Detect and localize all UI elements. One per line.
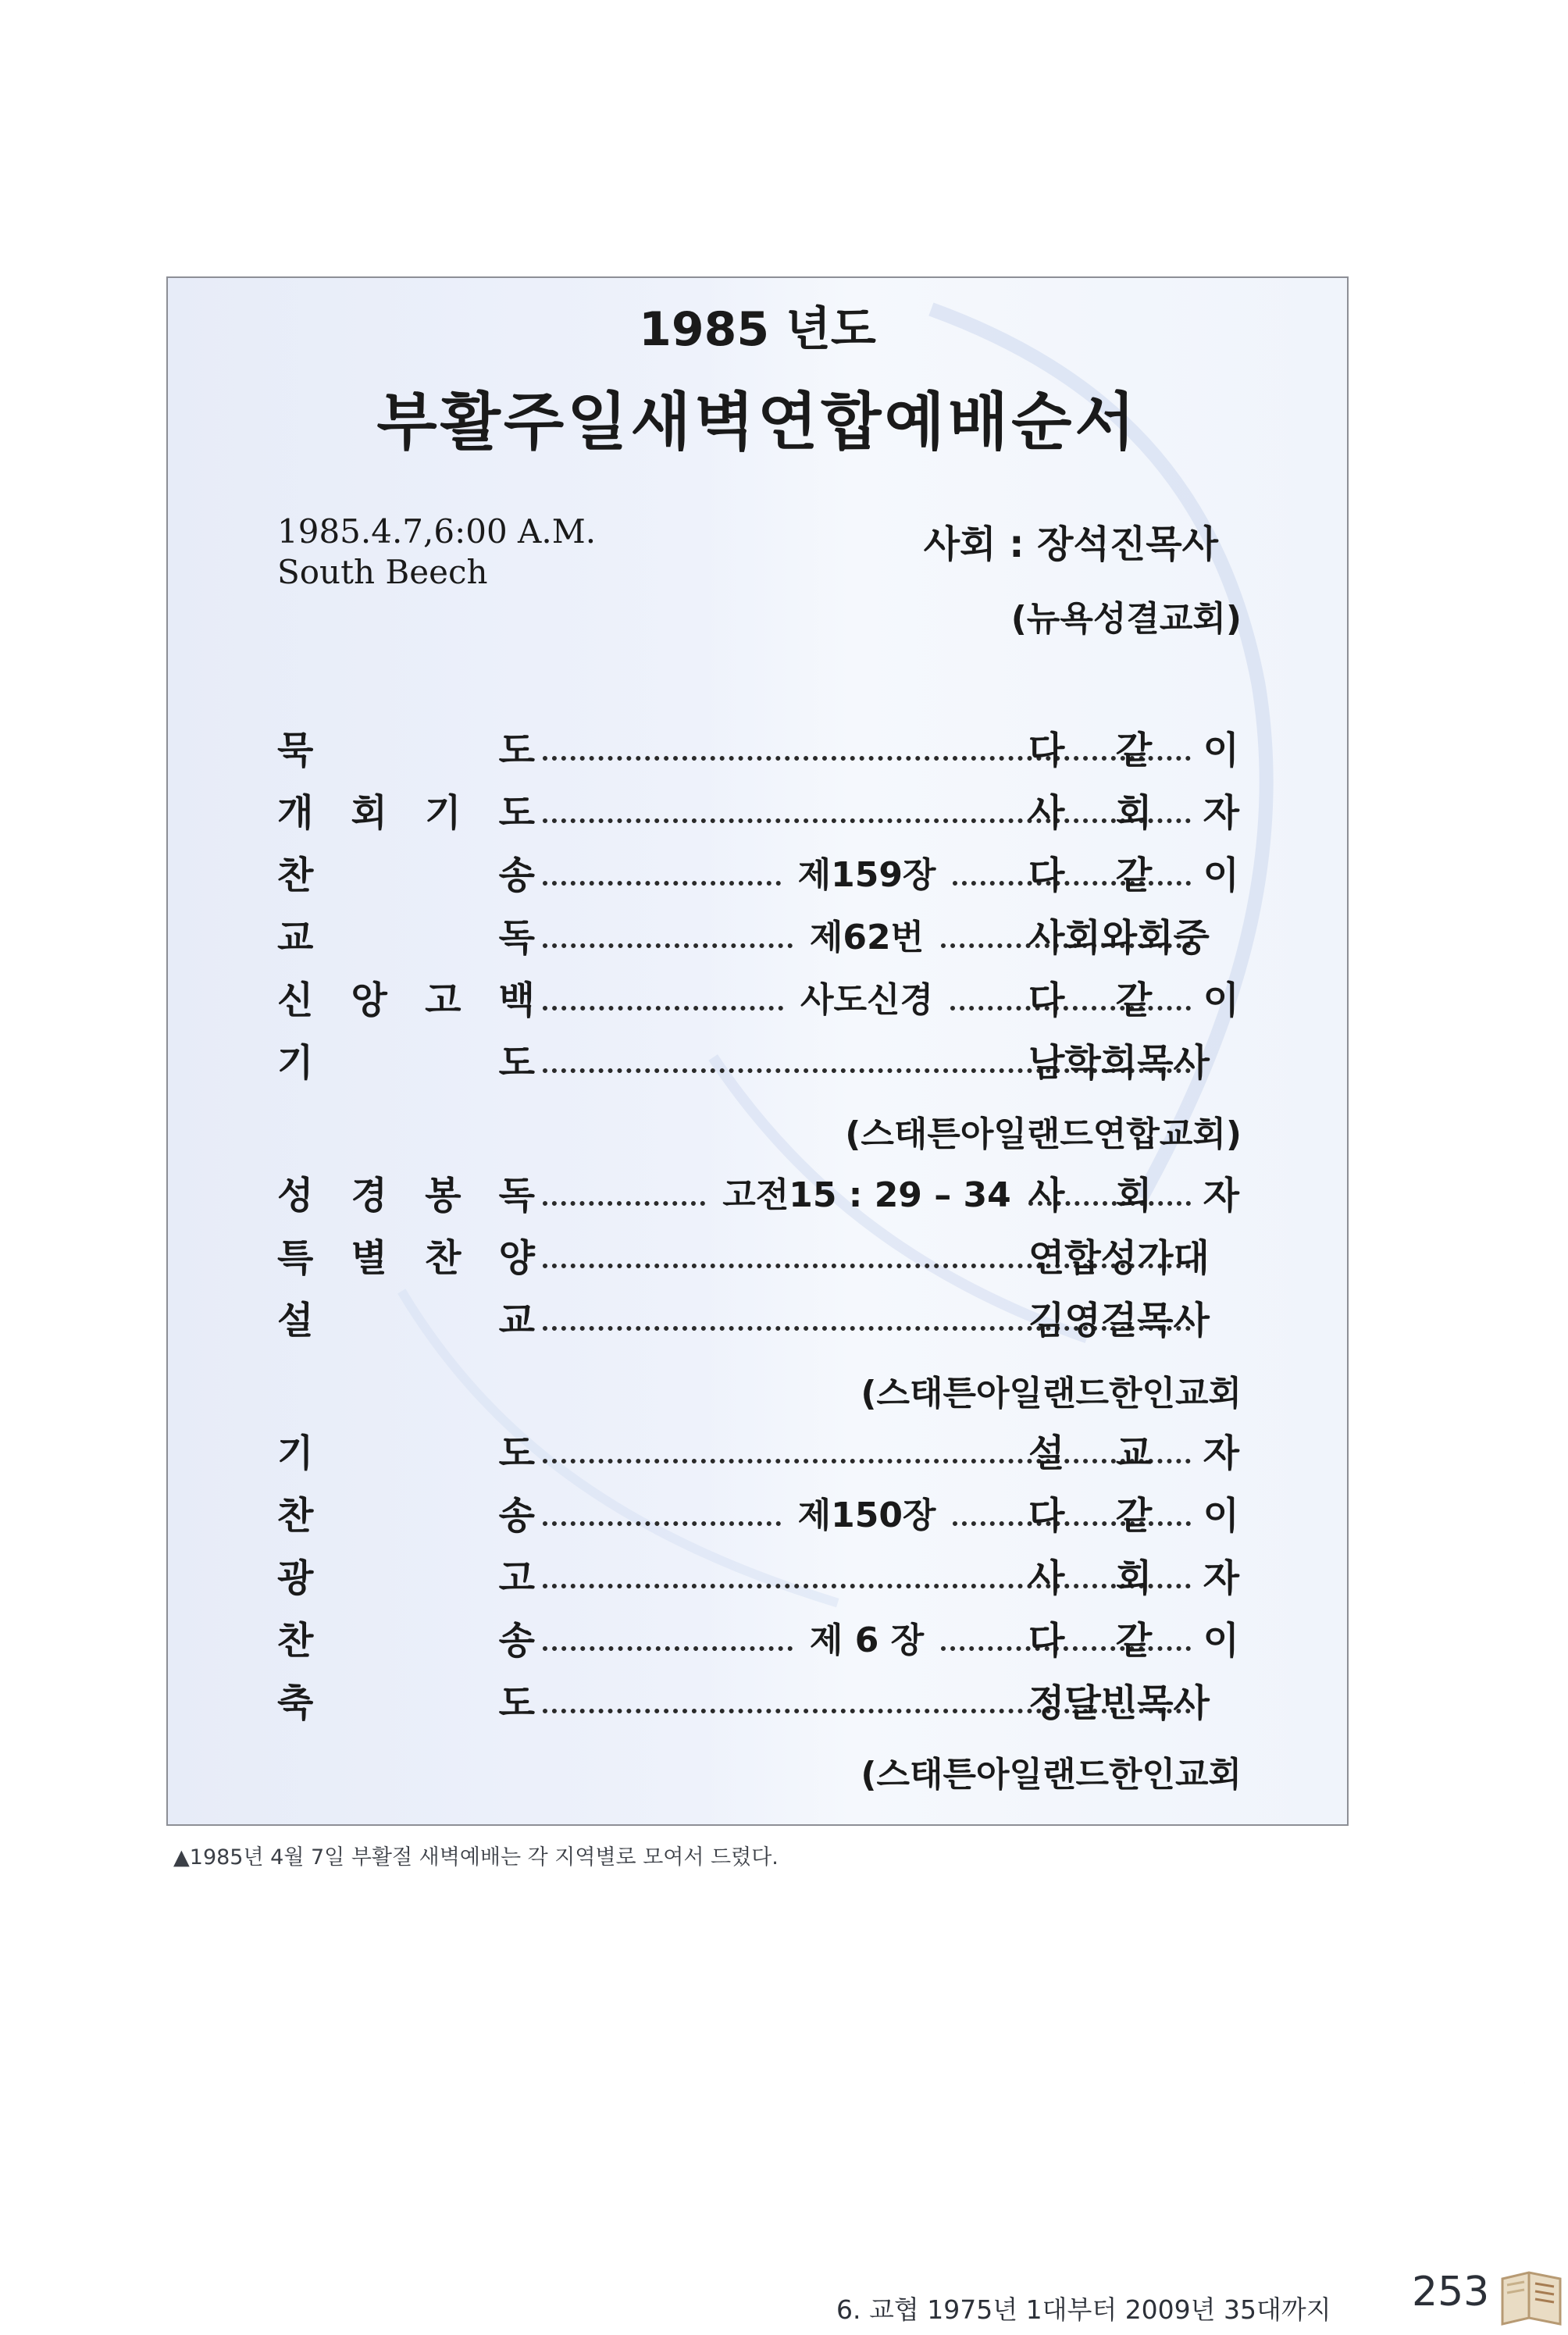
program-person-char: 회 — [1115, 791, 1153, 835]
program-item-char: 회 — [351, 791, 387, 835]
program-photo — [166, 276, 1349, 1826]
program-row — [168, 1613, 1347, 1668]
program-item-person — [1028, 848, 1239, 903]
host-line: 사회 : 장석진목사 — [923, 522, 1218, 566]
program-person-char: 이 — [1203, 1494, 1239, 1538]
program-person-char: 사회와회중 — [1028, 916, 1210, 960]
program-item-char: 도 — [498, 1431, 535, 1475]
program-item-name — [277, 1488, 535, 1543]
program-item-char: 송 — [498, 1494, 535, 1538]
program-row — [168, 1551, 1347, 1606]
program-item-person — [1028, 1231, 1239, 1285]
program-item-person — [1028, 1036, 1239, 1090]
program-item-name — [277, 1231, 535, 1285]
program-person-char: 회 — [1115, 1556, 1153, 1600]
program-item-detail: 제 6 장 — [809, 1620, 925, 1660]
program-row — [168, 973, 1347, 1028]
program-person-char: 설 — [1028, 1431, 1065, 1475]
program-item-name — [277, 1676, 535, 1731]
program-item-char: 백 — [498, 979, 535, 1022]
program-person-char: 사 — [1028, 1174, 1065, 1217]
program-item-char: 기 — [277, 1431, 314, 1475]
program-item-char: 기 — [277, 1041, 314, 1085]
program-person-char: 연합성가대 — [1028, 1236, 1210, 1280]
program-item-person — [1028, 1488, 1239, 1543]
program-row — [168, 911, 1347, 965]
program-item-char: 찬 — [425, 1236, 461, 1280]
program-item-name — [277, 1551, 535, 1606]
program-row — [168, 1293, 1347, 1348]
program-person-char: 자 — [1203, 1174, 1239, 1217]
book-icon — [1498, 2268, 1565, 2330]
program-person-char: 이 — [1203, 729, 1239, 772]
program-person-char: 이 — [1203, 979, 1239, 1022]
program-item-char: 찬 — [277, 854, 314, 897]
program-item-name — [277, 911, 535, 965]
program-person-char: 이 — [1203, 854, 1239, 897]
program-item-char: 별 — [351, 1236, 387, 1280]
program-item-char: 도 — [498, 791, 535, 835]
service-date: 1985.4.7,6:00 A.M. — [277, 512, 597, 551]
program-item-char: 개 — [277, 791, 314, 835]
program-item-char: 축 — [277, 1681, 314, 1725]
program-row — [168, 1488, 1347, 1543]
program-row — [168, 1426, 1347, 1481]
program-item-church: (스태튼아일랜드연합교회) — [845, 1114, 1242, 1154]
program-person-char: 같 — [1115, 979, 1153, 1022]
program-item-char: 고 — [425, 979, 461, 1022]
program-item-char: 독 — [498, 916, 535, 960]
program-item-person — [1028, 1426, 1239, 1481]
program-item-detail: 제62번 — [809, 918, 925, 957]
program-person-char: 이 — [1203, 1619, 1239, 1663]
program-item-person — [1028, 786, 1239, 840]
program-person-char: 다 — [1028, 729, 1065, 772]
photo-caption: ▲1985년 4월 7일 부활절 새벽예배는 각 지역별로 모여서 드렸다. — [173, 1845, 779, 1870]
program-item-detail: 제159장 — [797, 855, 936, 895]
program-item-person — [1028, 1168, 1239, 1223]
program-person-char: 같 — [1115, 854, 1153, 897]
program-item-detail: 고전15 : 29 – 34 — [722, 1175, 1011, 1215]
program-item-char: 경 — [351, 1174, 387, 1217]
program-row — [168, 1036, 1347, 1090]
program-item-char: 도 — [498, 1681, 535, 1725]
program-item-char: 송 — [498, 854, 535, 897]
program-item-char: 양 — [498, 1236, 535, 1280]
program-item-name — [277, 973, 535, 1028]
program-item-char: 송 — [498, 1619, 535, 1663]
program-item-char: 교 — [498, 1299, 535, 1342]
program-person-char: 자 — [1203, 1556, 1239, 1600]
program-person-char: 다 — [1028, 979, 1065, 1022]
program-person-char: 같 — [1115, 729, 1153, 772]
program-person-char: 남학희목사 — [1028, 1041, 1210, 1085]
program-item-char: 찬 — [277, 1619, 314, 1663]
program-item-person — [1028, 1293, 1239, 1348]
program-person-char: 자 — [1203, 1431, 1239, 1475]
program-item-name — [277, 786, 535, 840]
program-item-char: 독 — [498, 1174, 535, 1217]
program-person-char: 다 — [1028, 1494, 1065, 1538]
program-item-person — [1028, 1551, 1239, 1606]
program-item-char: 성 — [277, 1174, 314, 1217]
chapter-footer: 6. 교협 1975년 1대부터 2009년 35대까지 — [836, 2294, 1331, 2325]
program-item-detail: 제150장 — [797, 1495, 936, 1535]
program-row — [168, 1676, 1347, 1731]
program-row — [168, 1231, 1347, 1285]
program-item-name — [277, 1426, 535, 1481]
program-item-char: 광 — [277, 1556, 314, 1600]
program-person-char: 회 — [1115, 1174, 1153, 1217]
program-item-church: (스태튼아일랜드한인교회 — [861, 1374, 1242, 1413]
program-person-char: 사 — [1028, 791, 1065, 835]
program-person-char: 교 — [1115, 1431, 1153, 1475]
program-row — [168, 723, 1347, 778]
program-item-char: 신 — [277, 979, 314, 1022]
program-item-char: 앙 — [351, 979, 387, 1022]
program-item-char: 특 — [277, 1236, 314, 1280]
program-item-char: 찬 — [277, 1494, 314, 1538]
program-item-char: 묵 — [277, 729, 314, 772]
program-person-char: 다 — [1028, 1619, 1065, 1663]
program-item-person — [1028, 911, 1239, 965]
program-item-name — [277, 848, 535, 903]
program-item-person — [1028, 1676, 1239, 1731]
program-item-church: (스태튼아일랜드한인교회 — [861, 1755, 1242, 1795]
program-item-person — [1028, 723, 1239, 778]
program-item-char: 설 — [277, 1299, 314, 1342]
program-person-char: 다 — [1028, 854, 1065, 897]
program-row — [168, 786, 1347, 840]
program-person-char: 같 — [1115, 1494, 1153, 1538]
program-title: 부활주일새벽연합예배순서 — [376, 386, 1139, 458]
program-person-char: 사 — [1028, 1556, 1065, 1600]
service-place: South Beech — [277, 553, 488, 591]
program-row — [168, 848, 1347, 903]
program-item-name — [277, 1168, 535, 1223]
program-item-char: 교 — [277, 916, 314, 960]
page-number: 253 — [1412, 2269, 1490, 2315]
program-item-name — [277, 723, 535, 778]
program-item-name — [277, 1613, 535, 1668]
program-item-person — [1028, 973, 1239, 1028]
program-row — [168, 1168, 1347, 1223]
program-item-person — [1028, 1613, 1239, 1668]
program-item-name — [277, 1293, 535, 1348]
year-title: 1985 년도 — [639, 302, 876, 357]
program-item-char: 도 — [498, 1041, 535, 1085]
program-item-char: 기 — [425, 791, 461, 835]
program-person-char: 정달빈목사 — [1028, 1681, 1210, 1725]
program-person-char: 같 — [1115, 1619, 1153, 1663]
program-item-char: 도 — [498, 729, 535, 772]
program-person-char: 자 — [1203, 791, 1239, 835]
program-item-detail: 사도신경 — [800, 980, 934, 1020]
program-person-char: 김영걸목사 — [1028, 1299, 1210, 1342]
host-church: (뉴욕성결교회) — [1010, 599, 1242, 639]
program-item-char: 고 — [498, 1556, 535, 1600]
program-item-char: 봉 — [425, 1174, 461, 1217]
program-item-name — [277, 1036, 535, 1090]
